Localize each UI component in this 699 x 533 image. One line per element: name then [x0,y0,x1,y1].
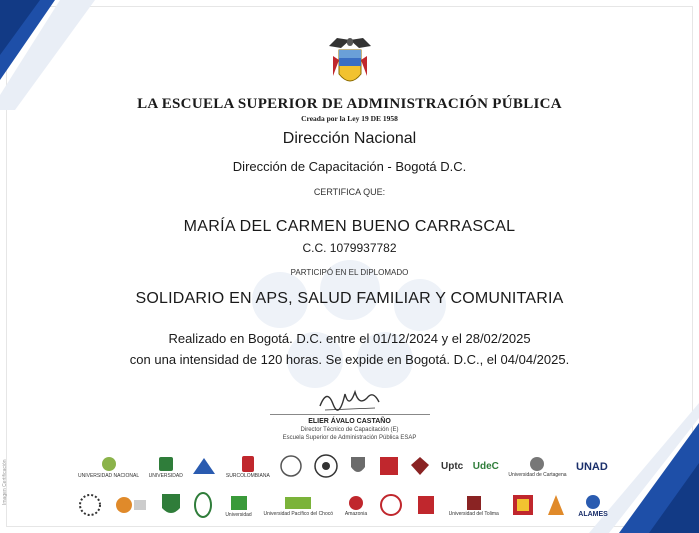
course-title: SOLIDARIO EN APS, SALUD FAMILIAR Y COMUNITARIA [135,290,564,307]
logo-shield [348,455,368,478]
logo-pacifico: Universidad Pacífico del Chocó [264,495,333,517]
signature [315,384,385,414]
logo-udec: UdeC [472,461,499,472]
sub-direction: Dirección de Capacitación - Bogotá D.C. [232,159,467,174]
logo-uptc: Uptc [441,461,464,472]
logo-pattern [511,493,535,518]
signatory-title: Director Técnico de Capacitación (E) [300,427,399,433]
participated-label: PARTICIPÓ EN EL DIPLOMADO [290,268,409,277]
direction-title: Dirección Nacional [282,130,417,147]
logo-red-badge [415,494,437,517]
logo-red-ring [379,493,403,518]
logo-amazonia: Amazonia [345,495,367,517]
details-line-1: Realizado en Bogotá. D.C. entre el 01/12/2024 y el 28/02/2025 [168,331,531,346]
coat-of-arms-icon [327,36,373,92]
certifies-label: CERTIFICA QUE: [313,187,386,197]
logo-alames: ALAMES [578,494,608,518]
logo-eagle [409,455,431,478]
logo-seal-2 [313,454,339,479]
logo-universidad: UNIVERSIDAD [149,455,183,479]
logo-triangle [192,457,216,476]
logo-arrow [546,493,566,518]
logo-surcolombiana: SURCOLOMBIANA [226,455,270,479]
partner-logos-row-1 [78,454,608,479]
created-by-law: Creada por la Ley 19 DE 1958 [301,114,398,123]
logo-cartagena: Universidad de Cartagena [508,456,566,478]
signature-line [270,414,430,415]
logo-unad: UNAD [576,460,608,473]
signatory-name: ELIER ÁVALO CASTAÑO [308,418,391,425]
recipient-name: MARÍA DEL CARMEN BUENO CARRASCAL [183,218,516,235]
partner-logos-row-2 [78,492,608,519]
logo-green-shield [160,492,182,519]
logo-seal-1 [279,455,303,478]
recipient-id: C.C. 1079937782 [302,241,397,255]
logo-orange-circle [114,494,148,517]
logo-universidad-green: Universidad [225,494,251,518]
side-text: Imagen Certificación [2,459,8,505]
logo-oval [193,492,213,519]
logo-red-square [378,455,400,478]
logo-tolima: Universidad del Tolima [449,495,499,517]
details-line-2: con una intensidad de 120 horas. Se expide en Bogotá. D.C., el 04/04/2025. [129,352,570,367]
logo-unal: UNIVERSIDAD NACIONAL [78,455,139,479]
institution-name: LA ESCUELA SUPERIOR DE ADMINISTRACIÓN PÚBLICA [137,96,562,112]
signatory-org: Escuela Superior de Administración Pública ESAP [282,435,417,441]
logo-sun [78,493,102,518]
